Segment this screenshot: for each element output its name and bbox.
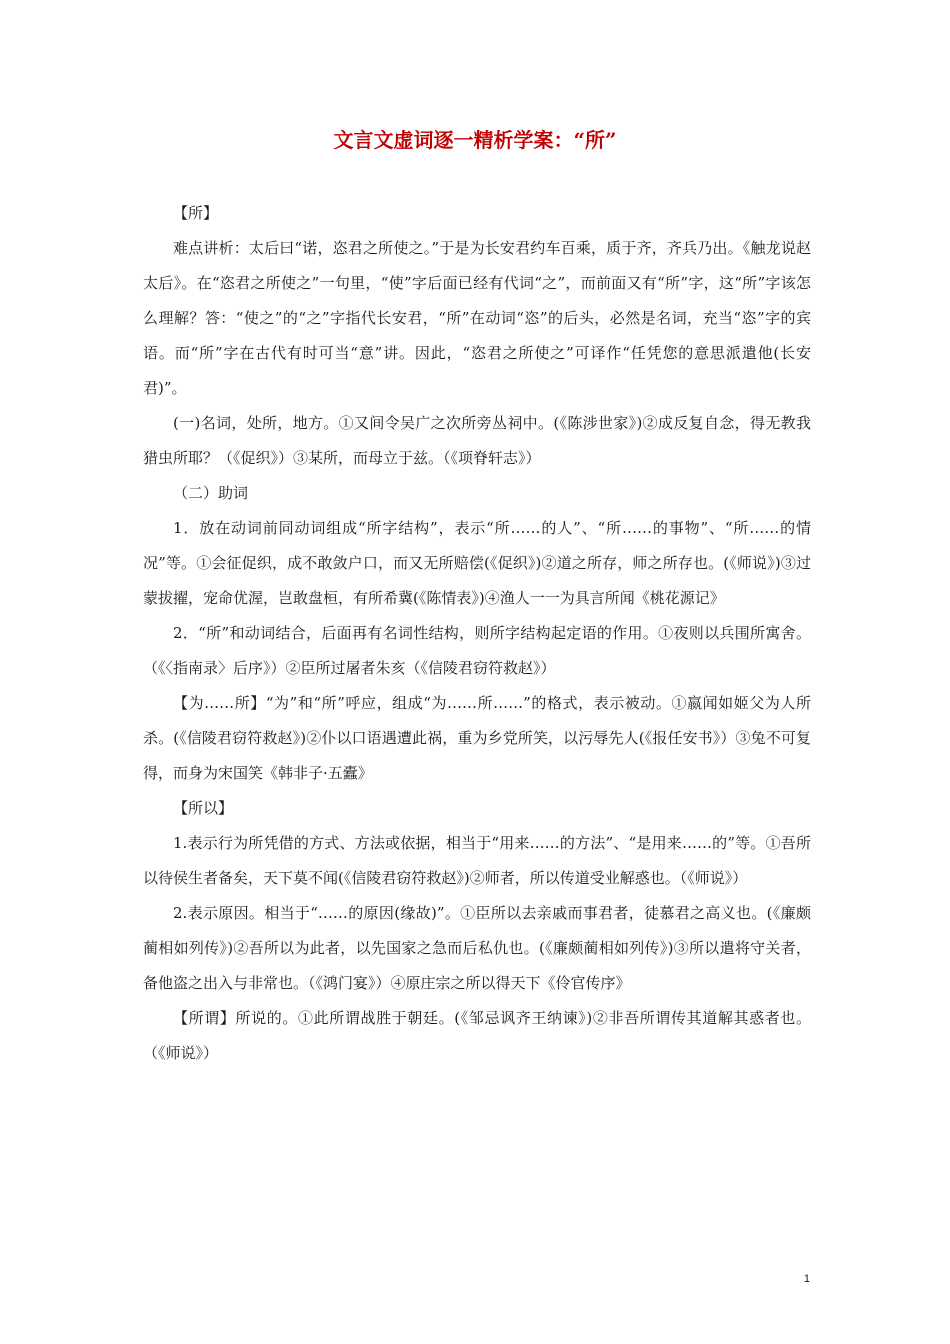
paragraph-suoyi-2: 2.表示原因。相当于“……的原因(缘故)”。①臣所以去亲戚而事君者，徒慕君之高义也。(《廉颇蔺相如列传》)②吾所以为此者，以先国家之急而后私仇也。(《廉颇蔺相如列传》)③所以遣将守关者，备他盗之出入与非常也。（《鸿门宴》）④原庄宗之所以得天下《伶官传序》 — [143, 904, 811, 992]
paragraph-suoyi-1: 1.表示行为所凭借的方式、方法或依据，相当于“用来……的方法”、“是用来……的”等。①吾所以待侯生者备矣，天下莫不闻(《信陵君窃符救赵》)②师者，所以传道受业解惑也。（《师说》） — [143, 834, 811, 887]
paragraph-particle-1: 1．放在动词前同动词组成“所字结构”，表示“所……的人”、“所……的事物”、“所……的情况”等。①会征促织，成不敢敛户口，而又无所赔偿(《促织》)②道之所存，师之所存也。(《师说》)③过蒙拔擢，宠命优渥，岂敢盘桓，有所希冀(《陈情表》)④渔人一一为具言所闻《桃花源记》 — [143, 519, 811, 607]
section-heading-suo: 【所】 — [173, 204, 219, 222]
section-heading-particle: （二）助词 — [173, 484, 249, 502]
paragraph-particle-2: 2．“所”和动词结合，后面再有名词性结构，则所字结构起定语的作用。①夜则以兵围所寓舍。（《〈指南录〉后序》）②臣所过屠者朱亥（《信陵君窃符救赵》） — [143, 624, 811, 677]
page-number: 1 — [803, 1273, 810, 1285]
paragraph-wei-suo: 【为……所】“为”和“所”呼应，组成“为……所……”的格式，表示被动。①嬴闻如姬父为人所杀。(《信陵君窃符救赵》)②仆以口语遇遭此祸，重为乡党所笑，以污辱先人(《报任安书》）③兔不可复得，而身为宋国笑《韩非子·五蠹》 — [143, 694, 811, 782]
section-heading-suoyi: 【所以】 — [173, 799, 234, 817]
document-title: 文言文虚词逐一精析学案：“所” — [333, 128, 617, 152]
paragraph-suowei: 【所谓】所说的。①此所谓战胜于朝廷。(《邹忌讽齐王纳谏》)②非吾所谓传其道解其惑者也。（《师说》） — [143, 1009, 811, 1062]
paragraph-difficulty-analysis: 难点讲析：太后曰“诺，恣君之所使之。”于是为长安君约车百乘，质于齐，齐兵乃出。《触龙说赵太后》。在“恣君之所使之”一句里，“使”字后面已经有代词“之”，而前面又有“所”字，这“所”字该怎么理解？答：“使之”的“之”字指代长安君，“所”在动词“恣”的后头，必然是名词，充当“恣”字的宾语。而“所”字在古代有时可当“意”讲。因此，“恣君之所使之”可译作“任凭您的意思派遣他(长安君)”。 — [143, 239, 811, 397]
paragraph-noun-usage: (一)名词，处所，地方。①又间令吴广之次所旁丛祠中。(《陈涉世家》)②成反复自念，得无教我猎虫所耶？（《促织》）③某所，而母立于兹。（《项脊轩志》） — [143, 414, 811, 467]
document-body — [143, 196, 811, 1071]
